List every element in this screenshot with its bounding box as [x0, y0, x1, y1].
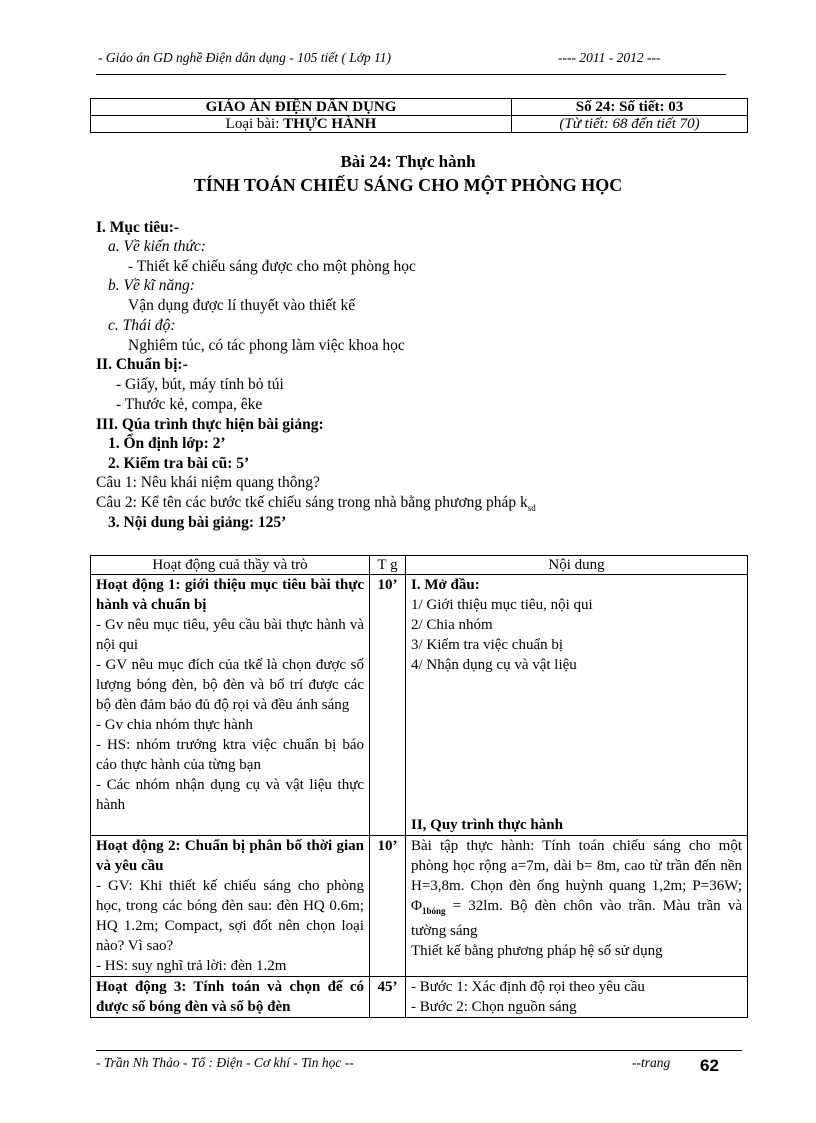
activity-title: Hoạt động 2: Chuẩn bị phân bố thời gian và yêu cầu — [96, 838, 364, 874]
step-2: 2. Kiểm tra bài cũ: 5’ — [108, 455, 250, 472]
activity-table — [90, 555, 748, 1018]
table-row — [91, 836, 748, 977]
content-line: 4/ Nhận dụng cụ và vật liệu — [411, 657, 577, 673]
question-2-text: Câu 2: Kể tên các bước tkế chiếu sáng trong nhà bằng phương pháp k — [96, 494, 528, 511]
attitude-label: c. Thái độ: — [108, 317, 176, 334]
content-cell — [406, 836, 748, 977]
content-line: 1/ Giới thiệu mục tiêu, nội qui — [411, 597, 593, 613]
content-heading: II, Quy trình thực hành — [411, 817, 563, 833]
exercise-text: Bài tập thực hành: Tính toán chiếu sáng cho một phòng học rộng a=7m, dài b= 8m, cao từ trần đến nền H=3,8m. Chọn đèn ống huỳnh quang 1,2m; P=36W; Φ — [411, 838, 742, 914]
activity-line: - Gv nêu mục tiêu, yêu cầu bài thực hành và nội qui — [96, 617, 364, 653]
objectives-heading: I. Mục tiêu:- — [96, 219, 180, 236]
question-1: Câu 1: Nêu khái niệm quang thông? — [96, 474, 320, 491]
preparation-item: - Giấy, bút, máy tính bỏ túi — [116, 376, 284, 393]
footer-author: - Trần Nh Thảo - Tổ : Điện - Cơ khí - Tin học -- — [96, 1055, 354, 1070]
time-cell: 45’ — [370, 977, 406, 1018]
footer-page-label: --trang — [632, 1055, 671, 1070]
content-line: 3/ Kiểm tra việc chuẩn bị — [411, 637, 564, 653]
lesson-subtitle: TÍNH TOÁN CHIẾU SÁNG CHO MỘT PHÒNG HỌC — [193, 175, 623, 195]
course-label: GIÁO ÁN ĐIỆN DÂN DỤNG — [91, 99, 512, 116]
page-header — [96, 48, 726, 75]
lesson-info-table — [90, 98, 748, 133]
table-row — [91, 575, 748, 836]
skills-text: Vận dụng được lí thuyết vào thiết kế — [128, 297, 356, 314]
content-line: Thiết kế bằng phương pháp hệ số sử dụng — [411, 943, 663, 959]
lesson-type — [91, 116, 512, 133]
header-left-text: - Giáo án GD nghề Điện dân dụng - 105 tiết ( Lớp 11) — [98, 50, 392, 65]
attitude-text: Nghiêm túc, có tác phong làm việc khoa học — [128, 337, 405, 354]
activity-line: - GV nêu mục đích của tkế là chọn được số lượng bóng đèn, bộ đèn và bố trí được các bộ đèn đảm bảo đủ độ rọi và đều ánh sáng — [96, 657, 364, 713]
activity-cell — [91, 836, 370, 977]
column-header-content: Nội dung — [406, 556, 748, 575]
column-header-activity: Hoạt động cuả thầy và trò — [91, 556, 370, 575]
content-line: 2/ Chia nhóm — [411, 617, 493, 633]
activity-line: - Gv chia nhóm thực hành — [96, 717, 253, 733]
activity-cell — [91, 575, 370, 836]
page-number: 62 — [700, 1056, 719, 1075]
activity-line: - GV: Khi thiết kế chiếu sáng cho phòng học, trong các bóng đèn sau: đèn HQ 0.6m; HQ 1.2m; Compact, sợi đốt nên chọn loại nào? Vì sao? — [96, 878, 364, 954]
activity-title: Hoạt động 3: Tính toán và chọn để có được số bóng đèn và số bộ đèn — [96, 979, 364, 1015]
time-cell: 10’ — [370, 575, 406, 836]
activity-cell — [91, 977, 370, 1018]
content-line — [411, 836, 742, 941]
time-cell: 10’ — [370, 836, 406, 977]
exercise-subscript: 1bóng — [421, 906, 446, 916]
activity-title: Hoạt động 1: giới thiệu mục tiêu bài thực hành và chuẩn bị — [96, 577, 364, 613]
process-heading: III. Qúa trình thực hiện bài giảng: — [96, 416, 324, 433]
lesson-period: (Từ tiết: 68 đến tiết 70) — [512, 116, 748, 133]
exercise-text-end: = 32lm. Bộ đèn chôn vào trần. Màu trần và tường sáng — [411, 898, 742, 939]
table-row — [91, 977, 748, 1018]
content-line: - Bước 2: Chọn nguồn sáng — [411, 999, 577, 1015]
lesson-type-value: THỰC HÀNH — [283, 115, 377, 132]
skills-label: b. Về kĩ năng: — [108, 277, 195, 294]
question-2-subscript: sd — [527, 503, 536, 514]
step-3: 3. Nội dung bài giảng: 125’ — [108, 514, 287, 531]
content-heading: I. Mở đầu: — [411, 577, 480, 593]
content-cell — [406, 575, 748, 836]
header-year-text: ---- 2011 - 2012 --- — [558, 50, 661, 65]
content-cell — [406, 977, 748, 1018]
lesson-type-prefix: Loại bài: — [225, 115, 284, 132]
content-line: - Bước 1: Xác định độ rọi theo yêu cầu — [411, 979, 645, 995]
knowledge-text: - Thiết kế chiếu sáng được cho một phòng học — [128, 258, 416, 275]
preparation-heading: II. Chuẩn bị:- — [96, 356, 188, 373]
activity-line: - HS: nhóm trưởng ktra việc chuẩn bị báo cáo thực hành của từng bạn — [96, 737, 364, 773]
step-1: 1. Ổn định lớp: 2’ — [108, 435, 226, 452]
column-header-time: T g — [370, 556, 406, 575]
preparation-item: - Thước kẻ, compa, êke — [116, 396, 263, 413]
question-2 — [96, 494, 536, 513]
activity-line: - Các nhóm nhận dụng cụ và vật liệu thực hành — [96, 777, 364, 813]
lesson-number: Số 24: Số tiết: 03 — [512, 99, 748, 116]
lesson-title: Bài 24: Thực hành — [340, 152, 476, 171]
knowledge-label: a. Về kiến thức: — [108, 238, 206, 255]
activity-line: - HS: suy nghĩ trả lời: đèn 1.2m — [96, 958, 287, 974]
